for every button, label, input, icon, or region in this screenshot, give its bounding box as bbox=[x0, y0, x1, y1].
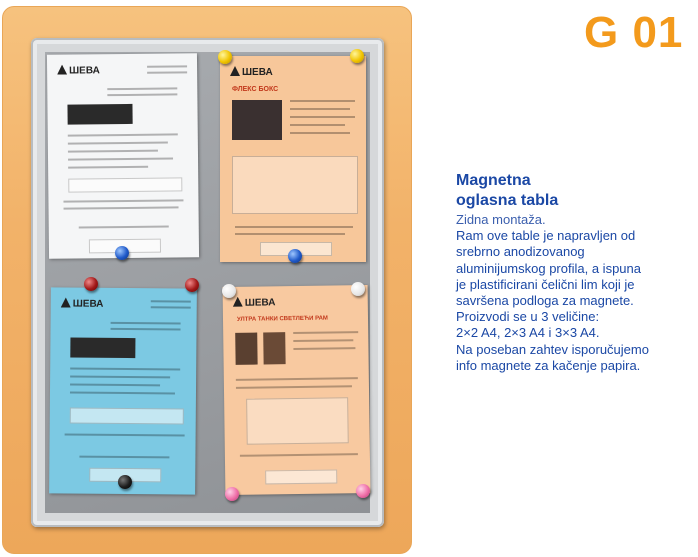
flyer-blue bbox=[49, 287, 197, 494]
text-line bbox=[293, 347, 355, 350]
pink-magnet bbox=[225, 487, 239, 501]
product-title-line1: Magnetna bbox=[456, 172, 531, 189]
text-line bbox=[70, 368, 180, 371]
logo-text: ШЕВА bbox=[69, 65, 100, 77]
text-line bbox=[107, 87, 177, 90]
yellow-magnet bbox=[350, 49, 364, 63]
flyer-logo bbox=[61, 297, 104, 309]
flyer-peach-bottom bbox=[223, 285, 371, 495]
text-line bbox=[147, 65, 187, 67]
description-line: Na poseban zahtev isporučujemo bbox=[456, 341, 649, 357]
description-line: aluminijumskog profila, a ispuna bbox=[456, 260, 641, 276]
product-title bbox=[456, 171, 616, 211]
logo-icon bbox=[230, 66, 240, 76]
text-line bbox=[70, 376, 170, 379]
flyer-logo bbox=[57, 64, 100, 76]
text-line bbox=[290, 100, 355, 102]
description-line: info magnete za kačenje papira. bbox=[456, 357, 641, 373]
text-line bbox=[290, 116, 355, 118]
description-line: Zidna montaža. bbox=[456, 212, 546, 227]
logo-icon bbox=[233, 297, 243, 307]
text-line bbox=[79, 226, 169, 229]
text-line bbox=[290, 108, 350, 110]
black-magnet bbox=[118, 475, 132, 489]
text-line bbox=[111, 322, 181, 325]
exit-sign-image bbox=[67, 104, 132, 125]
text-line bbox=[68, 133, 178, 136]
white-magnet bbox=[351, 282, 365, 296]
product-description bbox=[456, 212, 666, 374]
text-line bbox=[293, 339, 353, 342]
description-line: 2×2 A4, 2×3 A4 i 3×3 A4. bbox=[456, 325, 600, 341]
flex-box-image bbox=[232, 100, 282, 140]
text-line bbox=[290, 132, 350, 134]
text-line bbox=[107, 93, 177, 96]
flyer-title: ФЛЕКС БОКС bbox=[232, 86, 279, 93]
logo-text: ШЕВА bbox=[72, 298, 104, 310]
blue-magnet bbox=[288, 249, 302, 263]
text-line bbox=[70, 392, 175, 395]
product-photo bbox=[2, 6, 412, 554]
text-line bbox=[236, 385, 352, 389]
product-code: G 01 bbox=[584, 8, 684, 57]
pink-magnet bbox=[356, 484, 370, 498]
red-magnet bbox=[185, 278, 199, 292]
description-line: Proizvodi se u 3 veličine: bbox=[456, 309, 600, 325]
text-line bbox=[293, 331, 358, 334]
text-line bbox=[68, 150, 158, 153]
text-line bbox=[235, 233, 345, 235]
red-magnet bbox=[84, 277, 98, 291]
text-line bbox=[70, 384, 160, 387]
text-line bbox=[290, 124, 345, 126]
text-line bbox=[63, 199, 183, 202]
logo-icon bbox=[57, 65, 67, 75]
text-line bbox=[68, 166, 148, 169]
text-line bbox=[64, 206, 179, 209]
description-line: Ram ove table je napravljen od bbox=[456, 228, 636, 244]
exit-sign-image bbox=[70, 338, 135, 359]
blue-magnet bbox=[115, 246, 129, 260]
flyer-title: УЛТРА ТАНКИ СВЕТЛЕЋИ РАМ bbox=[236, 315, 328, 323]
logo-text: ШЕВА bbox=[242, 67, 273, 78]
text-line bbox=[151, 306, 191, 308]
text-line bbox=[79, 456, 169, 459]
frame-photo bbox=[263, 332, 285, 364]
size-table bbox=[246, 397, 349, 444]
flyer-logo bbox=[230, 66, 273, 78]
flyer-white bbox=[47, 53, 199, 259]
text-line bbox=[65, 433, 185, 436]
magnetic-board-frame bbox=[31, 38, 384, 527]
text-line bbox=[240, 453, 358, 457]
text-line bbox=[235, 226, 353, 228]
contact-box bbox=[265, 469, 337, 484]
text-line bbox=[68, 157, 173, 160]
magnetic-board-surface bbox=[45, 52, 370, 513]
text-line bbox=[151, 300, 191, 302]
price-table bbox=[232, 156, 358, 214]
logo-text: ШЕВА bbox=[244, 297, 276, 309]
description-line: srebrno anodizovanog bbox=[456, 244, 585, 260]
info-box bbox=[68, 177, 182, 192]
info-box bbox=[70, 408, 184, 425]
white-magnet bbox=[222, 284, 236, 298]
flyer-peach-top bbox=[220, 56, 366, 262]
text-line bbox=[68, 142, 168, 145]
logo-icon bbox=[61, 297, 71, 307]
description-line: je plastificirani čelični lim koji je bbox=[456, 276, 635, 292]
text-line bbox=[111, 328, 181, 331]
description-line: savršena podloga za magnete. bbox=[456, 293, 634, 309]
text-line bbox=[236, 377, 358, 381]
product-title-line2: oglasna tabla bbox=[456, 192, 559, 209]
flyer-logo bbox=[233, 296, 276, 309]
text-line bbox=[147, 71, 187, 73]
yellow-magnet bbox=[218, 50, 232, 64]
frame-photo bbox=[235, 333, 257, 365]
